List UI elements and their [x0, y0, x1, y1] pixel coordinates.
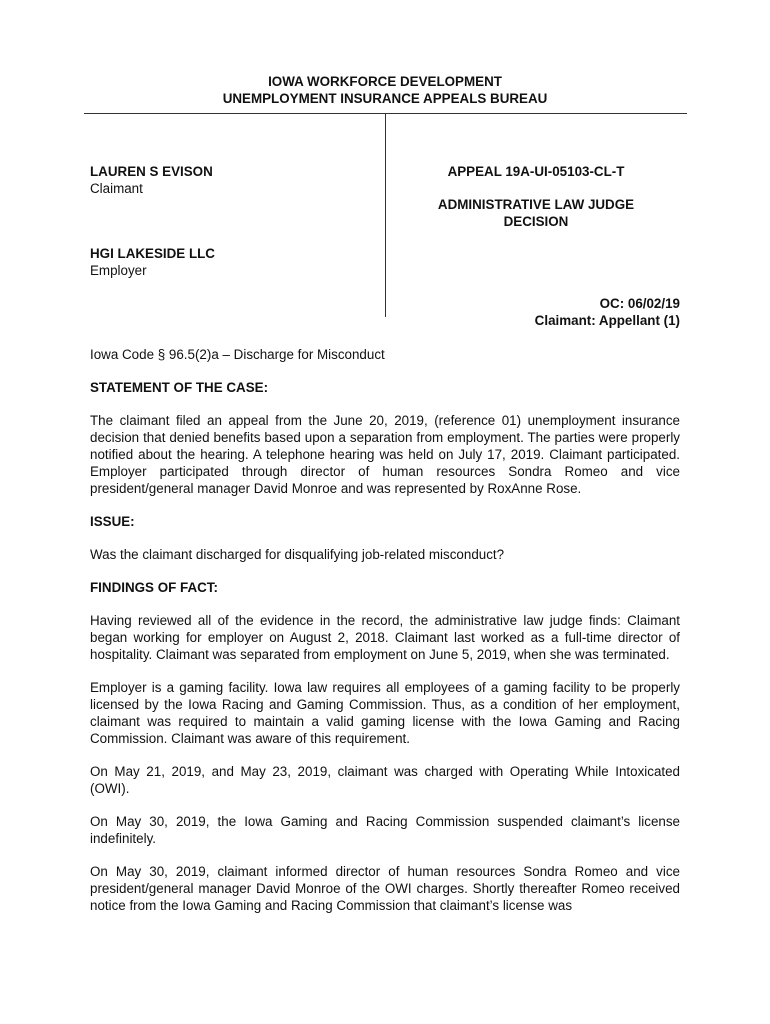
statement-paragraph: The claimant filed an appeal from the June 20, 2019, (reference 01) unemployment insurance decision that denied benefits based upon a separation from employment. The parties were properly notified about the hearing. A telephone hearing was held on July 17, 2019. Claimant participated. Employer participated through director of human resources Sondra Romeo and vice president/general manager David Monroe and was represented by RoxAnne Rose. — [90, 413, 680, 496]
issue-paragraph: Was the claimant discharged for disqualifying job-related misconduct? — [90, 547, 505, 562]
claimant-block — [90, 163, 213, 197]
oc-date: OC: 06/02/19 — [599, 296, 680, 311]
employer-role: Employer — [90, 263, 147, 278]
findings-paragraph-3: On May 21, 2019, and May 23, 2019, claimant was charged with Operating While Intoxicated (OWI). — [90, 764, 680, 796]
claimant-name: LAUREN S EVISON — [90, 164, 213, 179]
decision-title — [386, 196, 686, 230]
decision-title-line2: DECISION — [503, 214, 569, 229]
claimant-appellant: Claimant: Appellant (1) — [534, 313, 680, 328]
document-header — [0, 73, 770, 107]
findings-paragraph-2: Employer is a gaming facility. Iowa law requires all employees of a gaming facility to be properly licensed by the Iowa Racing and Gaming Commission. Thus, as a condition of her employment, claimant was required to maintain a valid gaming license with the Iowa Gaming and Racing Commission. Claimant was aware of this requirement. — [90, 680, 680, 746]
findings-paragraph-1: Having reviewed all of the evidence in the record, the administrative law judge finds: Claimant began working for employer on August 2, 2018. Claimant last worked as a full-time director of hospitality. Claimant was separated from employment on June 5, 2019, when she was terminated. — [90, 613, 680, 662]
findings-heading: FINDINGS OF FACT: — [90, 580, 218, 595]
agency-name: IOWA WORKFORCE DEVELOPMENT — [268, 74, 502, 89]
decision-body — [90, 346, 680, 930]
bureau-name: UNEMPLOYMENT INSURANCE APPEALS BUREAU — [222, 91, 548, 106]
issue-heading: ISSUE: — [90, 514, 135, 529]
findings-paragraph-5: On May 30, 2019, claimant informed director of human resources Sondra Romeo and vice president/general manager David Monroe of the OWI charges. Shortly thereafter Romeo received notice from the Iowa Gaming and Racing Commission that claimant’s license was — [90, 864, 680, 913]
oc-block — [535, 295, 680, 329]
appeal-number: APPEAL 19A-UI-05103-CL-T — [447, 164, 625, 179]
employer-name: HGI LAKESIDE LLC — [90, 246, 215, 261]
code-citation: Iowa Code § 96.5(2)a – Discharge for Misconduct — [90, 347, 385, 362]
claimant-role: Claimant — [90, 181, 143, 196]
findings-paragraph-4: On May 30, 2019, the Iowa Gaming and Racing Commission suspended claimant’s license indefinitely. — [90, 814, 680, 846]
employer-block — [90, 245, 215, 279]
statement-heading: STATEMENT OF THE CASE: — [90, 380, 269, 395]
decision-title-line1: ADMINISTRATIVE LAW JUDGE — [437, 197, 635, 212]
